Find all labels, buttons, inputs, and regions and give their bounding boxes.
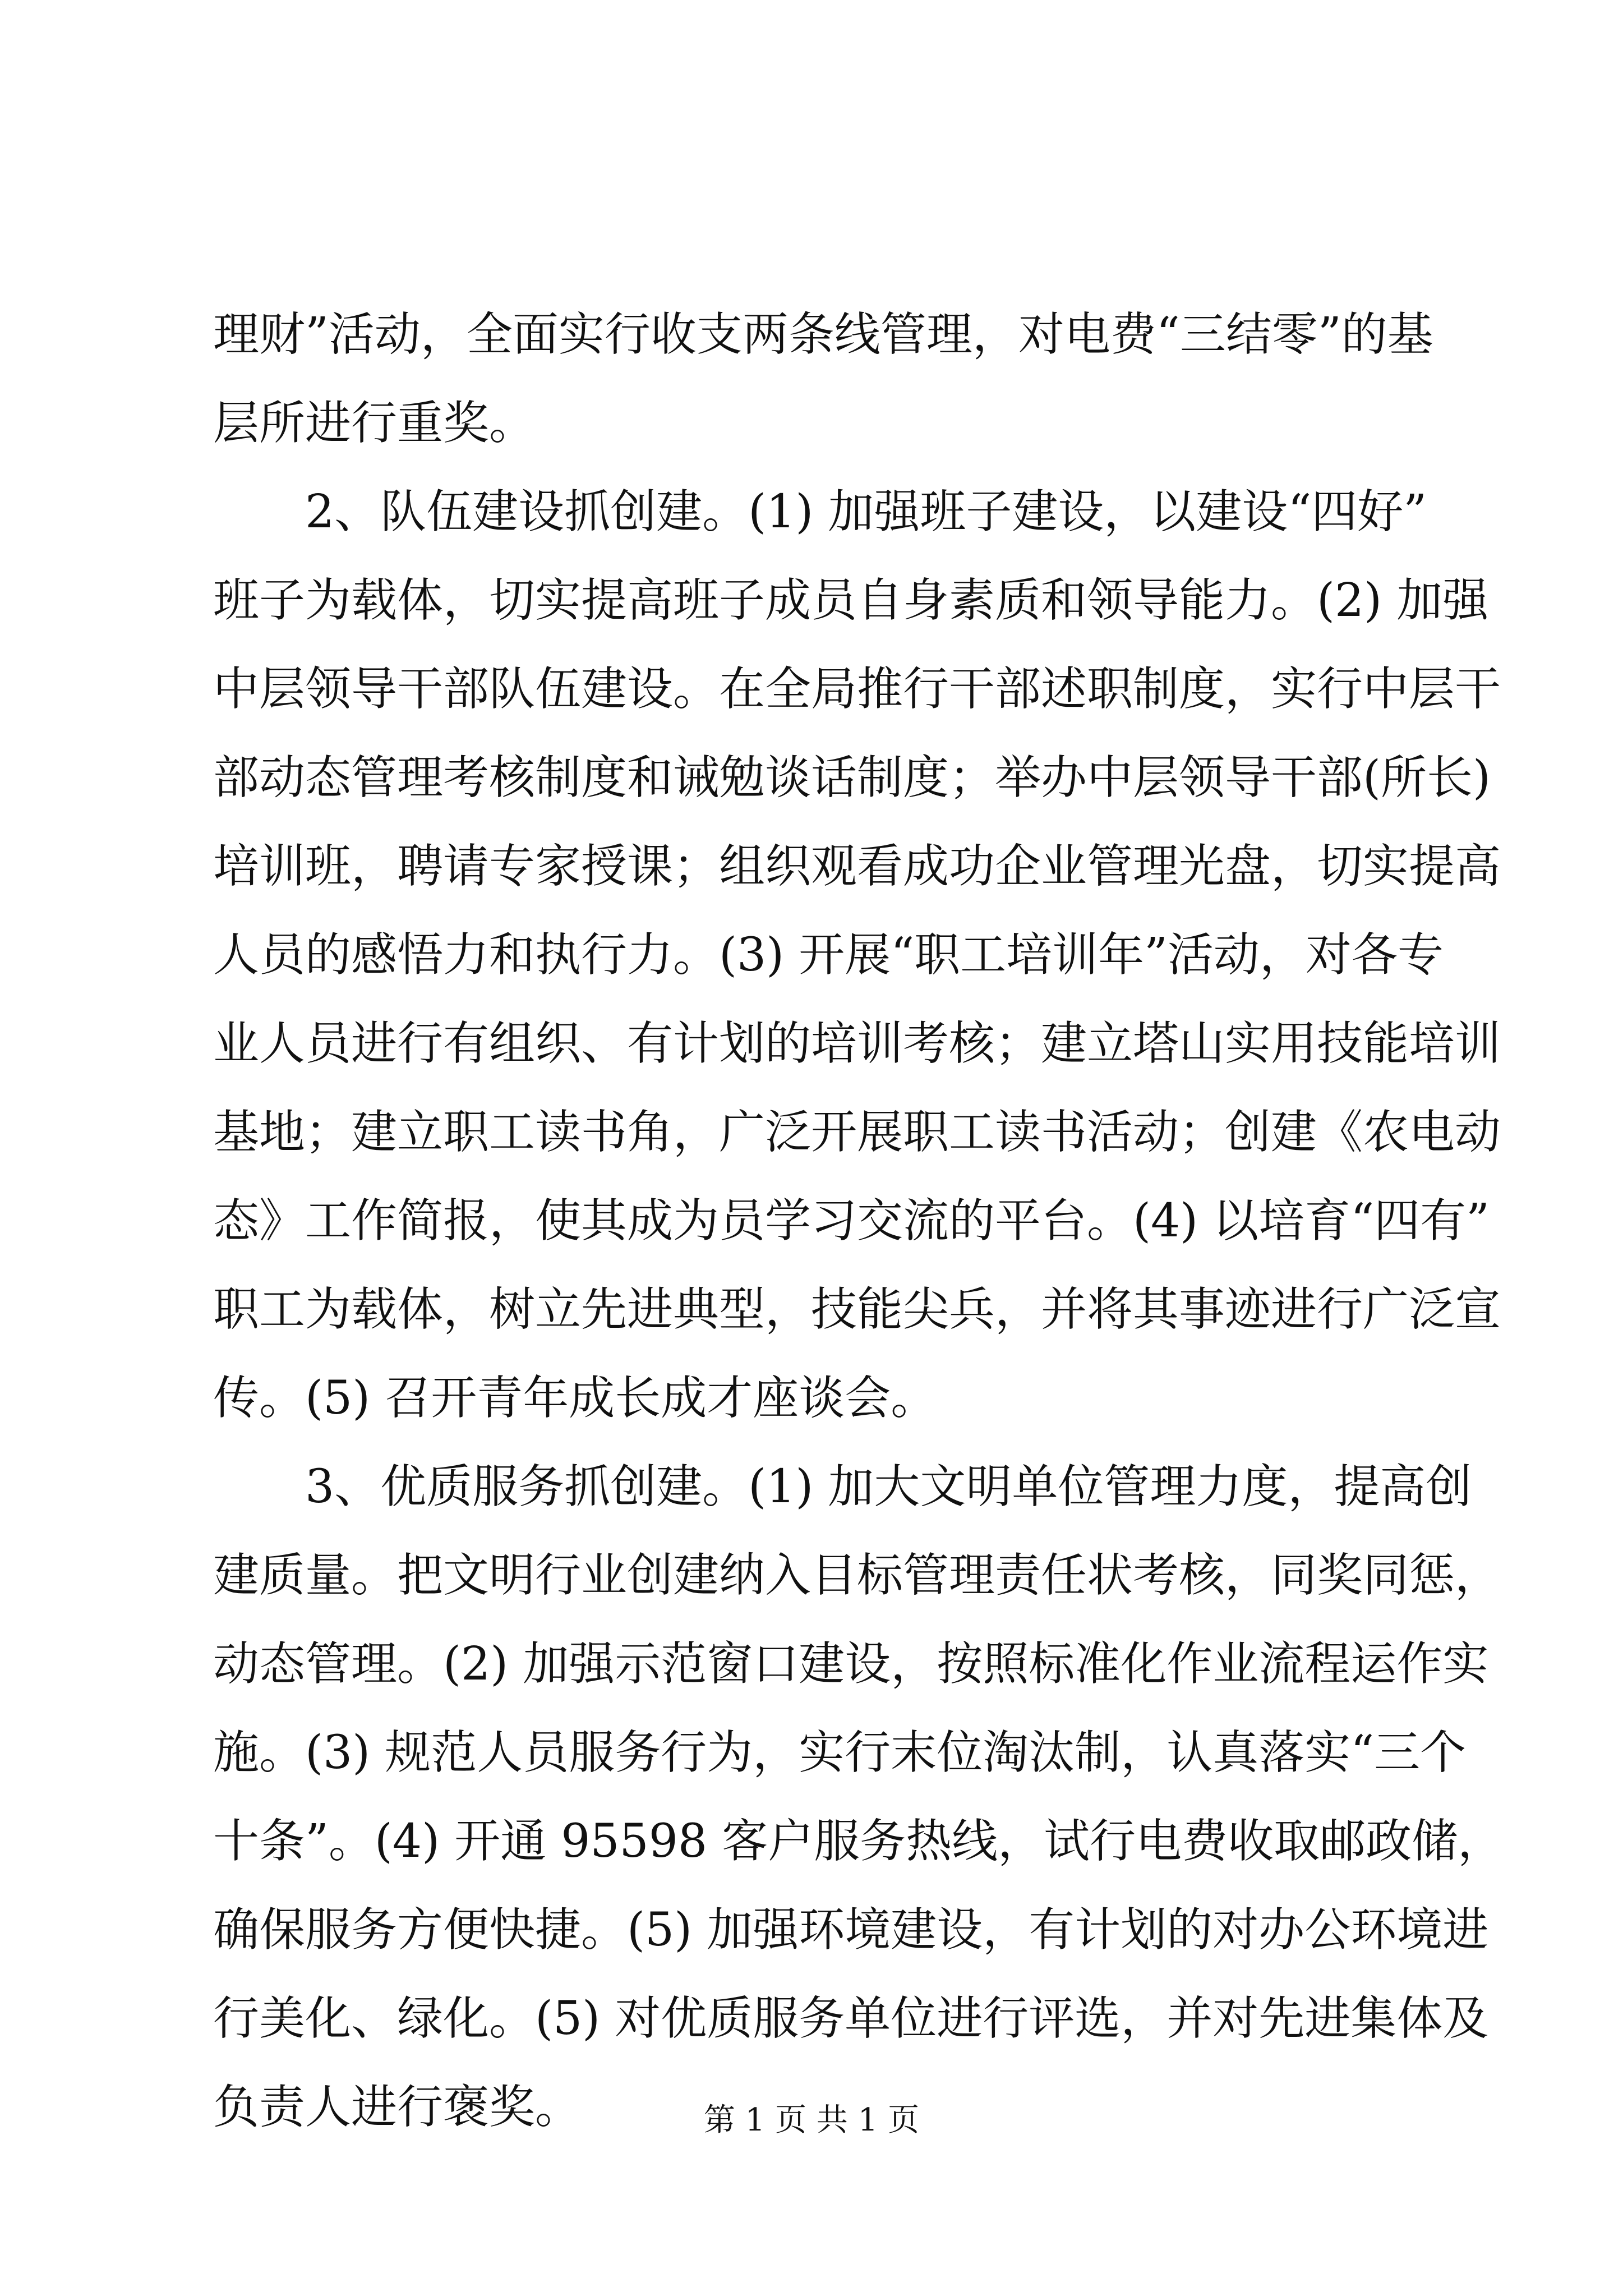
text-line: 建质量。把文明行业创建纳入目标管理责任状考核，同奖同惩， [213, 1549, 1501, 1602]
text-line: 十条”。(4) 开通 95598 客户服务热线，试行电费收取邮政储， [213, 1815, 1504, 1868]
text-line: 人员的感悟力和执行力。(3) 开展“职工培训年”活动，对各专 [213, 928, 1444, 982]
text-line: 2、队伍建设抓创建。(1) 加强班子建设，以建设“四好” [305, 485, 1427, 539]
text-line: 班子为载体，切实提高班子成员自身素质和领导能力。(2) 加强 [213, 574, 1489, 627]
text-line: 负责人进行褒奖。 [213, 2081, 582, 2134]
text-line: 理财”活动，全面实行收支两条线管理，对电费“三结零”的基 [213, 308, 1433, 361]
text-line: 业人员进行有组织、有计划的培训考核；建立塔山实用技能培训 [213, 1017, 1501, 1070]
text-line: 培训班，聘请专家授课；组织观看成功企业管理光盘，切实提高 [213, 840, 1501, 893]
text-line: 传。(5) 召开青年成长成才座谈会。 [213, 1372, 937, 1425]
text-line: 部动态管理考核制度和诫勉谈话制度；举办中层领导干部(所长) [213, 751, 1491, 804]
text-line: 行美化、绿化。(5) 对优质服务单位进行评选，并对先进集体及 [213, 1992, 1489, 2045]
text-line: 3、优质服务抓创建。(1) 加大文明单位管理力度，提高创 [305, 1460, 1472, 1513]
document-body [213, 291, 1504, 2152]
text-line: 确保服务方便快捷。(5) 加强环境建设，有计划的对办公环境进 [213, 1903, 1489, 1957]
text-line: 层所进行重奖。 [213, 397, 536, 450]
text-line: 职工为载体，树立先进典型，技能尖兵，并将其事迹进行广泛宣 [213, 1283, 1501, 1336]
page-footer [0, 2098, 1623, 2143]
text-line: 施。(3) 规范人员服务行为，实行末位淘汰制，认真落实“三个 [213, 1726, 1467, 1779]
text-line: 基地；建立职工读书角，广泛开展职工读书活动；创建《农电动 [213, 1106, 1501, 1159]
text-line: 中层领导干部队伍建设。在全局推行干部述职制度，实行中层干 [213, 662, 1501, 716]
page-number: 第 1 页 共 1 页 [703, 2102, 920, 2138]
text-line: 态》工作简报，使其成为员学习交流的平台。(4) 以培育“四有” [213, 1194, 1490, 1248]
text-line: 动态管理。(2) 加强示范窗口建设，按照标准化作业流程运作实 [213, 1637, 1489, 1691]
